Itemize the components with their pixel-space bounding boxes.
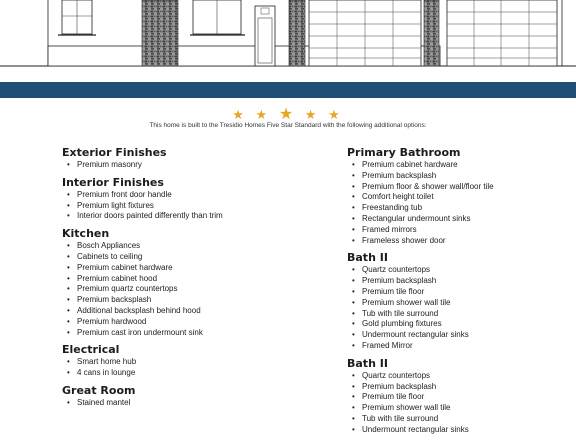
list-item: • Gold plumbing fixtures (347, 319, 576, 330)
header-band (0, 82, 576, 98)
star-icon: ★ (232, 107, 248, 122)
five-star-rating (0, 104, 576, 124)
option-list (347, 265, 576, 351)
star-icon: ★ (255, 107, 272, 122)
list-item: • Premium shower wall tile (347, 403, 576, 414)
list-item: • Comfort height toilet (347, 192, 576, 203)
list-item: • Premium backsplash (62, 295, 332, 306)
section-title-primary-bathroom: Primary Bathroom (347, 146, 461, 159)
list-item: • Premium tile floor (347, 287, 576, 298)
star-icon: ★ (304, 107, 321, 122)
list-item: • Undermount rectangular sinks (347, 330, 576, 341)
list-item: • Premium backsplash (347, 171, 576, 182)
section-title-electrical: Electrical (62, 343, 120, 357)
list-item: • Premium quartz countertops (62, 284, 332, 295)
list-item: • Premium cabinet hardware (62, 263, 332, 274)
section-title-kitchen: Kitchen (62, 227, 110, 241)
option-list (62, 241, 332, 338)
section-title-great-room: Great Room (62, 383, 136, 397)
option-list (62, 357, 332, 379)
list-item: • Smart home hub (62, 357, 332, 368)
intro-text: This home is built to the Tresidio Homes Five Star Standard with the following additional options: (149, 122, 427, 129)
list-item: • Premium tile floor (347, 392, 576, 403)
list-item: • Premium backsplash (347, 382, 576, 393)
list-item: • Premium masonry (62, 160, 332, 171)
section-title-interior-finishes: Interior Finishes (62, 175, 164, 189)
option-list (347, 371, 576, 436)
list-item: • Stained mantel (62, 398, 332, 409)
star-icon: ★ (328, 107, 344, 122)
list-item: • Premium hardwood (62, 317, 332, 328)
list-item: • Premium cabinet hardware (347, 160, 576, 171)
list-item: • Tub with tile surround (347, 309, 576, 320)
list-item: • Undermount rectangular sinks (347, 425, 576, 436)
option-list (62, 160, 332, 171)
section-title-bath-ii: Bath II (347, 356, 388, 370)
list-item: • Cabinets to ceiling (62, 252, 332, 263)
option-list (347, 160, 576, 246)
list-item: • Premium floor & shower wall/floor tile (347, 182, 576, 193)
star-icon: ★ (278, 106, 298, 123)
list-item: • Premium cabinet hood (62, 274, 332, 285)
list-item: • Frameless shower door (347, 236, 576, 247)
list-item: • Premium cast iron undermount sink (62, 328, 332, 339)
list-item: • Quartz countertops (347, 371, 576, 382)
option-list (62, 398, 332, 409)
list-item: • Quartz countertops (347, 265, 576, 276)
section-title-bath-ii: Bath II (347, 251, 388, 265)
list-item: • Premium backsplash (347, 276, 576, 287)
list-item: • Bosch Appliances (62, 241, 332, 252)
list-item: • Interior doors painted differently than trim (62, 211, 332, 222)
list-item: • Premium front door handle (62, 190, 332, 201)
list-item: • Rectangular undermount sinks (347, 214, 576, 225)
list-item: • Freestanding tub (347, 203, 576, 214)
list-item: • Premium light fixtures (62, 201, 332, 212)
house-elevation-drawing (0, 0, 576, 70)
list-item: • Premium shower wall tile (347, 298, 576, 309)
list-item: • Framed Mirror (347, 341, 576, 352)
list-item: • Framed mirrors (347, 225, 576, 236)
right-options-column (347, 146, 576, 441)
option-list (62, 190, 332, 222)
left-options-column (62, 146, 332, 414)
list-item: • Additional backsplash behind hood (62, 306, 332, 317)
list-item: • Tub with tile surround (347, 414, 576, 425)
section-title-exterior-finishes: Exterior Finishes (62, 146, 167, 159)
list-item: • 4 cans in lounge (62, 368, 332, 379)
